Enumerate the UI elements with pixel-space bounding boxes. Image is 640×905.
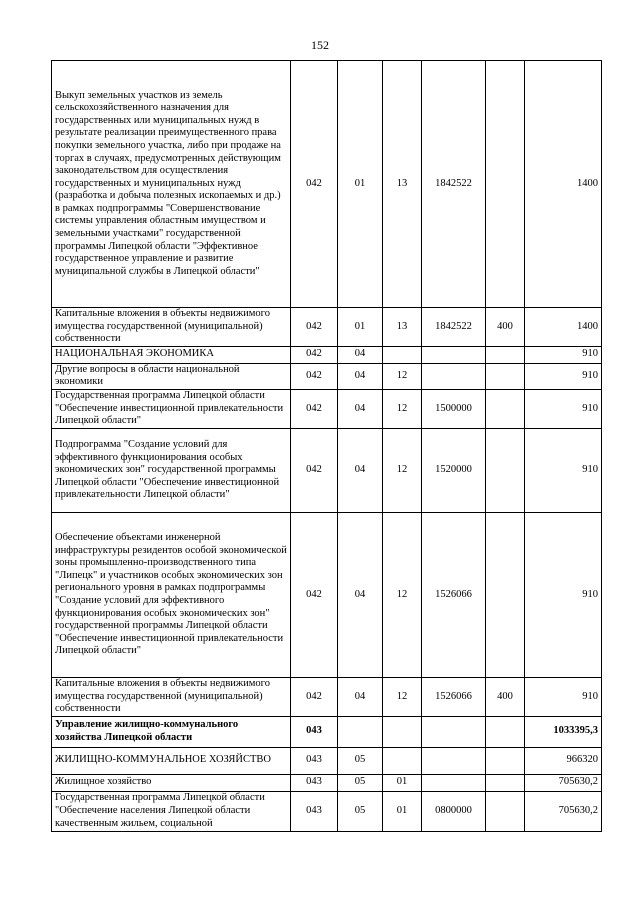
cell-target-code [422,716,486,747]
cell-expense-type-code [486,747,525,774]
cell-amount: 910 [525,346,602,363]
cell-name: Подпрограмма "Создание условий для эффективного функционирования особых экономических зон" государственной программы Липецкой области "Обеспечение инвестиционной привлекательности Липецкой области" [52,428,291,512]
cell-section-code [338,716,383,747]
cell-amount: 910 [525,363,602,389]
table-row [52,346,602,363]
cell-expense-type-code [486,716,525,747]
cell-target-code [422,363,486,389]
cell-target-code: 1842522 [422,308,486,347]
table-row [52,389,602,428]
cell-name: Выкуп земельных участков из земель сельскохозяйственного назначения для государственных или муниципальных нужд в результате реализации преимущественного права покупки земельного участка, либо при продаже на торгах в случаях, предусмотренных действующим законодательством для осуществления государственных и муниципальных нужд (разработка и добыча полезных ископаемых и др.) в рамках подпрограммы "Совершенствование системы управления областным имуществом и земельными участками" государственной программы Липецкой области "Эффективное государственное управление и развитие муниципальной службы в Липецкой области" [52,61,291,308]
cell-target-code: 1842522 [422,61,486,308]
cell-amount: 705630,2 [525,774,602,791]
table-row [52,774,602,791]
table-row [52,747,602,774]
cell-amount: 910 [525,428,602,512]
cell-target-code: 1526066 [422,677,486,716]
cell-section-code: 04 [338,346,383,363]
cell-amount: 705630,2 [525,791,602,831]
cell-expense-type-code: 400 [486,677,525,716]
cell-ministry-code: 043 [291,791,338,831]
cell-expense-type-code [486,791,525,831]
cell-expense-type-code [486,346,525,363]
cell-section-code: 05 [338,774,383,791]
cell-name: НАЦИОНАЛЬНАЯ ЭКОНОМИКА [52,346,291,363]
cell-subsection-code: 12 [383,389,422,428]
cell-target-code: 0800000 [422,791,486,831]
cell-amount: 1400 [525,308,602,347]
table-row [52,716,602,747]
cell-amount: 910 [525,512,602,677]
table-row [52,677,602,716]
table-row [52,428,602,512]
cell-ministry-code: 042 [291,346,338,363]
cell-name: Управление жилищно-коммунального хозяйства Липецкой области [52,716,291,747]
cell-section-code: 04 [338,512,383,677]
cell-section-code: 01 [338,61,383,308]
budget-table [51,60,602,832]
cell-name: Капитальные вложения в объекты недвижимого имущества государственной (муниципальной) собственности [52,677,291,716]
cell-subsection-code [383,346,422,363]
cell-section-code: 04 [338,428,383,512]
table-row [52,791,602,831]
cell-ministry-code: 042 [291,512,338,677]
cell-subsection-code: 13 [383,308,422,347]
page-number: 152 [311,38,329,52]
table-row [52,61,602,308]
cell-subsection-code: 13 [383,61,422,308]
table-row [52,512,602,677]
cell-amount: 910 [525,677,602,716]
table-row [52,308,602,347]
cell-name: Государственная программа Липецкой области "Обеспечение инвестиционной привлекательности Липецкой области" [52,389,291,428]
cell-subsection-code: 12 [383,512,422,677]
cell-name: Государственная программа Липецкой области "Обеспечение населения Липецкой области качественным жильем, социальной [52,791,291,831]
cell-subsection-code: 12 [383,677,422,716]
cell-section-code: 04 [338,363,383,389]
cell-section-code: 04 [338,677,383,716]
cell-section-code: 04 [338,389,383,428]
cell-target-code: 1520000 [422,428,486,512]
cell-ministry-code: 042 [291,61,338,308]
cell-expense-type-code [486,774,525,791]
table-row [52,363,602,389]
cell-section-code: 01 [338,308,383,347]
cell-target-code [422,747,486,774]
cell-amount: 1400 [525,61,602,308]
cell-expense-type-code [486,363,525,389]
cell-section-code: 05 [338,747,383,774]
cell-subsection-code [383,716,422,747]
cell-target-code [422,346,486,363]
cell-ministry-code: 043 [291,747,338,774]
cell-expense-type-code: 400 [486,308,525,347]
cell-target-code: 1526066 [422,512,486,677]
cell-ministry-code: 042 [291,389,338,428]
cell-expense-type-code [486,428,525,512]
cell-subsection-code: 01 [383,774,422,791]
cell-amount: 966320 [525,747,602,774]
cell-ministry-code: 042 [291,428,338,512]
cell-ministry-code: 042 [291,363,338,389]
cell-name: Другие вопросы в области национальной экономики [52,363,291,389]
cell-name: Обеспечение объектами инженерной инфраструктуры резидентов особой экономической зоны промышленно-производственного типа "Липецк" и участников особых экономических зон регионального уровня в рамках подпрограммы "Создание условий для эффективного функционирования особых экономических зон" государственной программы Липецкой области "Обеспечение инвестиционной привлекательности Липецкой области" [52,512,291,677]
cell-section-code: 05 [338,791,383,831]
cell-subsection-code: 12 [383,428,422,512]
cell-amount: 910 [525,389,602,428]
cell-expense-type-code [486,512,525,677]
cell-ministry-code: 043 [291,716,338,747]
cell-subsection-code: 01 [383,791,422,831]
cell-ministry-code: 042 [291,308,338,347]
cell-target-code: 1500000 [422,389,486,428]
cell-subsection-code: 12 [383,363,422,389]
cell-expense-type-code [486,61,525,308]
cell-name: Жилищное хозяйство [52,774,291,791]
cell-name: ЖИЛИЩНО-КОММУНАЛЬНОЕ ХОЗЯЙСТВО [52,747,291,774]
cell-expense-type-code [486,389,525,428]
cell-ministry-code: 043 [291,774,338,791]
cell-ministry-code: 042 [291,677,338,716]
cell-name: Капитальные вложения в объекты недвижимого имущества государственной (муниципальной) собственности [52,308,291,347]
cell-target-code [422,774,486,791]
cell-subsection-code [383,747,422,774]
cell-amount: 1033395,3 [525,716,602,747]
